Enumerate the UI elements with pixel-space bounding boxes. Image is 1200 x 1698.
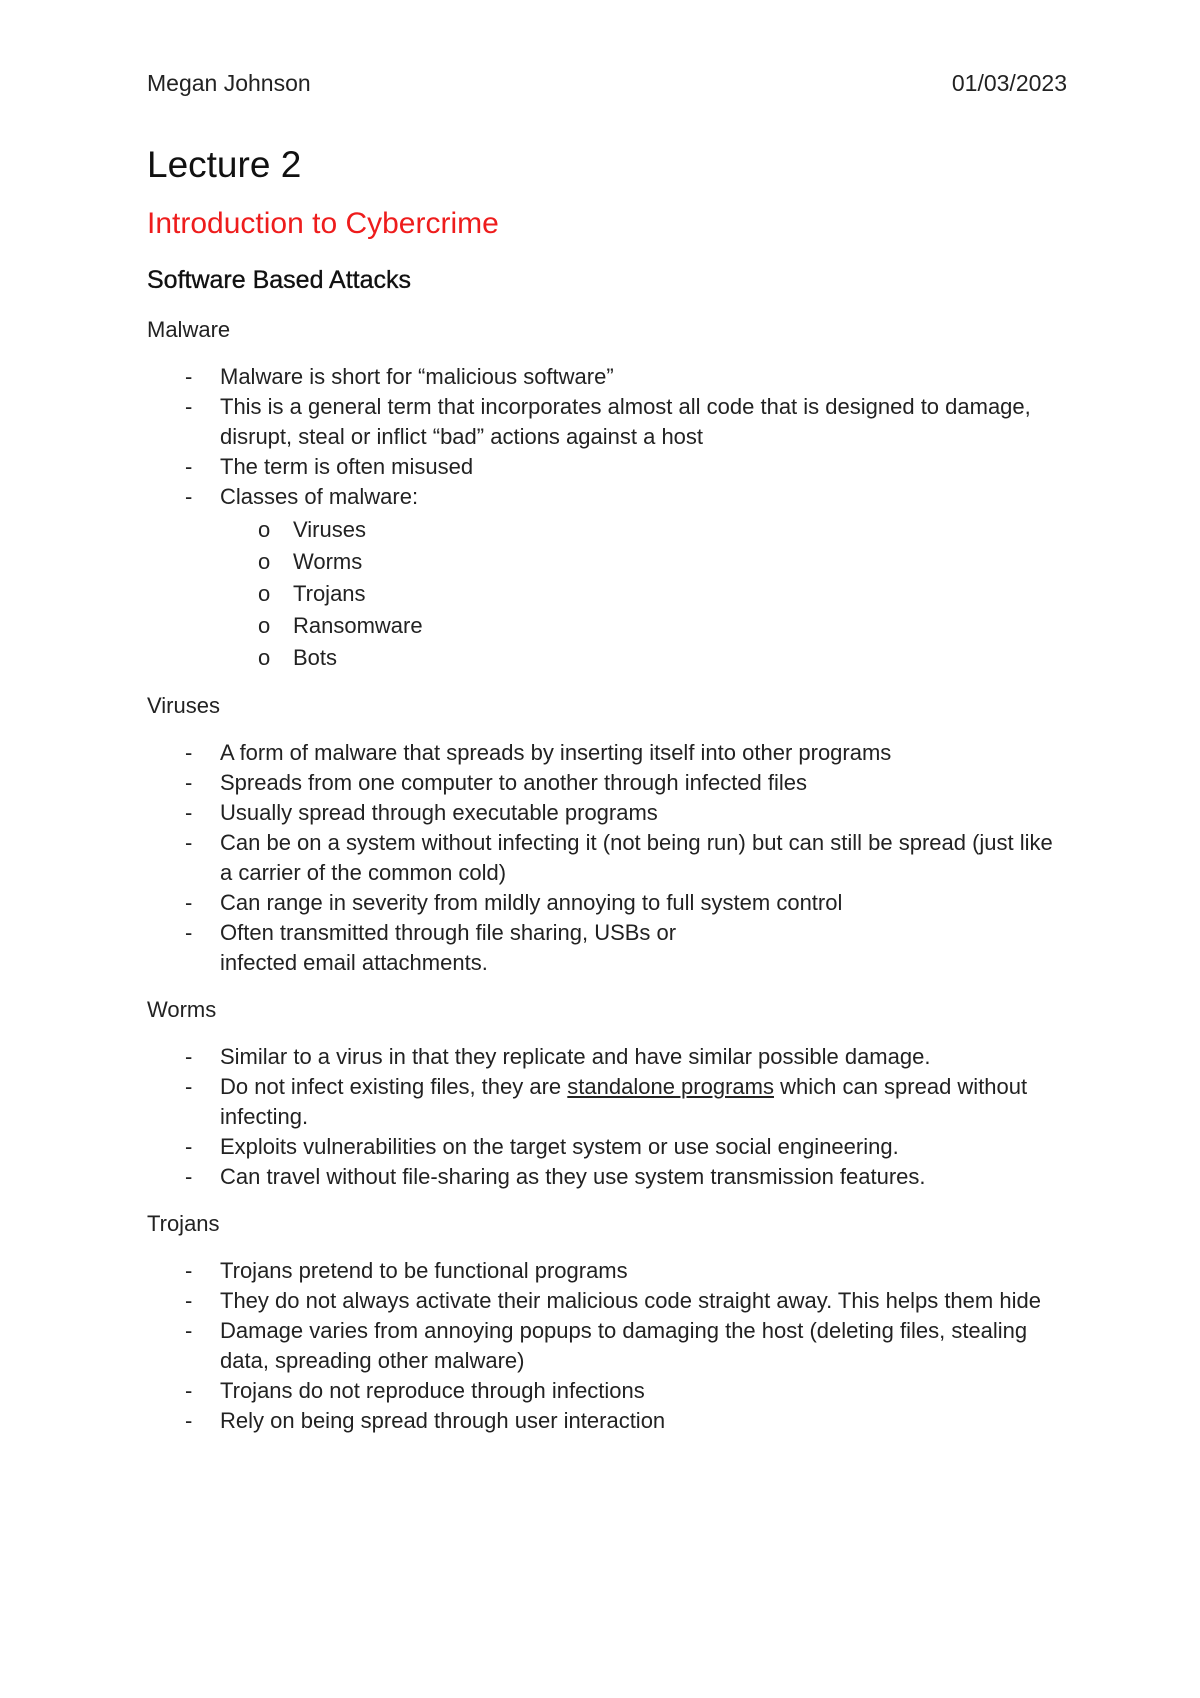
sub-list-item-text: Ransomware — [293, 613, 423, 638]
dash-marker: - — [185, 1044, 193, 1069]
dash-marker: - — [185, 394, 193, 419]
list-item-text: Usually spread through executable programs — [220, 800, 658, 825]
list-item — [147, 768, 1067, 798]
list-item — [147, 1376, 1067, 1406]
list-item — [147, 1316, 1067, 1376]
list-item-text: Can range in severity from mildly annoying to full system control — [220, 890, 843, 915]
list-item-text: Can be on a system without infecting it (not being run) but can still be spread (just like a carrier of the common cold) — [220, 830, 1053, 885]
underlined-phrase: standalone programs — [567, 1074, 774, 1099]
list-item-text: Rely on being spread through user interaction — [220, 1408, 666, 1433]
list-item — [147, 738, 1067, 768]
ring-marker: o — [258, 517, 271, 542]
list-item-text: They do not always activate their malicious code straight away. This helps them hide — [220, 1288, 1041, 1313]
list-item-text: Classes of malware: — [220, 484, 419, 509]
topic-malware — [147, 315, 1067, 674]
list-item — [147, 392, 1067, 452]
section-heading: Software Based Attacks — [147, 266, 412, 294]
dash-marker: - — [185, 454, 193, 479]
list-item-text: Trojans pretend to be functional programs — [220, 1258, 628, 1283]
dash-marker: - — [185, 740, 193, 765]
list-item — [147, 1162, 1067, 1192]
sub-list-item — [220, 514, 1067, 546]
list-item — [147, 888, 1067, 918]
topic-title: Malware — [147, 317, 231, 342]
bullet-list — [147, 1256, 1067, 1436]
ring-marker: o — [258, 581, 271, 606]
dash-marker: - — [185, 830, 193, 855]
list-item-text: Damage varies from annoying popups to damaging the host (deleting files, stealing data, spreading other malware) — [220, 1318, 1028, 1373]
list-item-text: The term is often misused — [220, 454, 474, 479]
list-item-text: Similar to a virus in that they replicate and have similar possible damage. — [220, 1044, 931, 1069]
dash-marker: - — [185, 1134, 193, 1159]
list-item-text: This is a general term that incorporates almost all code that is designed to damage, disrupt, steal or inflict “bad” actions against a host — [220, 394, 1031, 449]
lecture-subtitle: Introduction to Cybercrime — [147, 207, 499, 240]
ring-marker: o — [258, 549, 271, 574]
dash-marker: - — [185, 890, 193, 915]
document-date: 01/03/2023 — [951, 70, 1067, 96]
list-item — [147, 1406, 1067, 1436]
ring-marker: o — [258, 645, 271, 670]
list-item-text: A form of malware that spreads by inserting itself into other programs — [220, 740, 892, 765]
dash-marker: - — [185, 1258, 193, 1283]
list-item-text: Malware is short for “malicious software” — [220, 364, 614, 389]
dash-marker: - — [185, 484, 193, 509]
dash-marker: - — [185, 1318, 193, 1343]
dash-marker: - — [185, 1378, 193, 1403]
topic-trojans — [147, 1209, 1067, 1436]
dash-marker: - — [185, 1288, 193, 1313]
sub-list-item-text: Bots — [293, 645, 338, 670]
list-item-text: Spreads from one computer to another through infected files — [220, 770, 808, 795]
dash-marker: - — [185, 800, 193, 825]
dash-marker: - — [185, 770, 193, 795]
topic-title: Worms — [147, 997, 217, 1022]
bullet-list — [147, 738, 1067, 978]
list-item-text — [220, 1074, 1027, 1129]
sub-list-item — [220, 642, 1067, 674]
list-item-text: Trojans do not reproduce through infections — [220, 1378, 645, 1403]
list-item — [147, 1072, 1067, 1132]
dash-marker: - — [185, 1408, 193, 1433]
topic-title: Trojans — [147, 1211, 220, 1236]
lecture-title: Lecture 2 — [147, 144, 302, 185]
list-item — [147, 482, 1067, 674]
sub-list-item — [220, 546, 1067, 578]
sub-list-item-text: Viruses — [293, 517, 366, 542]
bullet-list — [147, 362, 1067, 674]
sub-list-item-text: Trojans — [293, 581, 366, 606]
dash-marker: - — [185, 920, 193, 945]
list-item-text-part: which can spread without infecting. — [220, 1074, 1028, 1129]
ring-marker: o — [258, 613, 271, 638]
topic-title: Viruses — [147, 693, 220, 718]
list-item — [147, 828, 1067, 888]
malware-classes-list — [220, 514, 1067, 674]
list-item — [147, 1042, 1067, 1072]
topic-viruses — [147, 691, 1067, 978]
notes-content — [147, 315, 1067, 1453]
list-item — [147, 1286, 1067, 1316]
list-item — [147, 1132, 1067, 1162]
sub-list-item-text: Worms — [293, 549, 363, 574]
list-item-text: Exploits vulnerabilities on the target system or use social engineering. — [220, 1134, 899, 1159]
list-item — [147, 798, 1067, 828]
list-item — [147, 1256, 1067, 1286]
list-item-text: Can travel without file-sharing as they use system transmission features. — [220, 1164, 926, 1189]
author-name: Megan Johnson — [147, 70, 311, 96]
dash-marker: - — [185, 364, 193, 389]
bullet-list — [147, 1042, 1067, 1192]
list-item-text-part: Do not infect existing files, they are — [220, 1074, 568, 1099]
list-item — [147, 918, 720, 978]
sub-list-item — [220, 578, 1067, 610]
topic-worms — [147, 995, 1067, 1192]
list-item-text: Often transmitted through file sharing, USBs or infected email attachments. — [220, 920, 677, 975]
dash-marker: - — [185, 1074, 193, 1099]
list-item — [147, 452, 1067, 482]
dash-marker: - — [185, 1164, 193, 1189]
sub-list-item — [220, 610, 1067, 642]
list-item — [147, 362, 1067, 392]
